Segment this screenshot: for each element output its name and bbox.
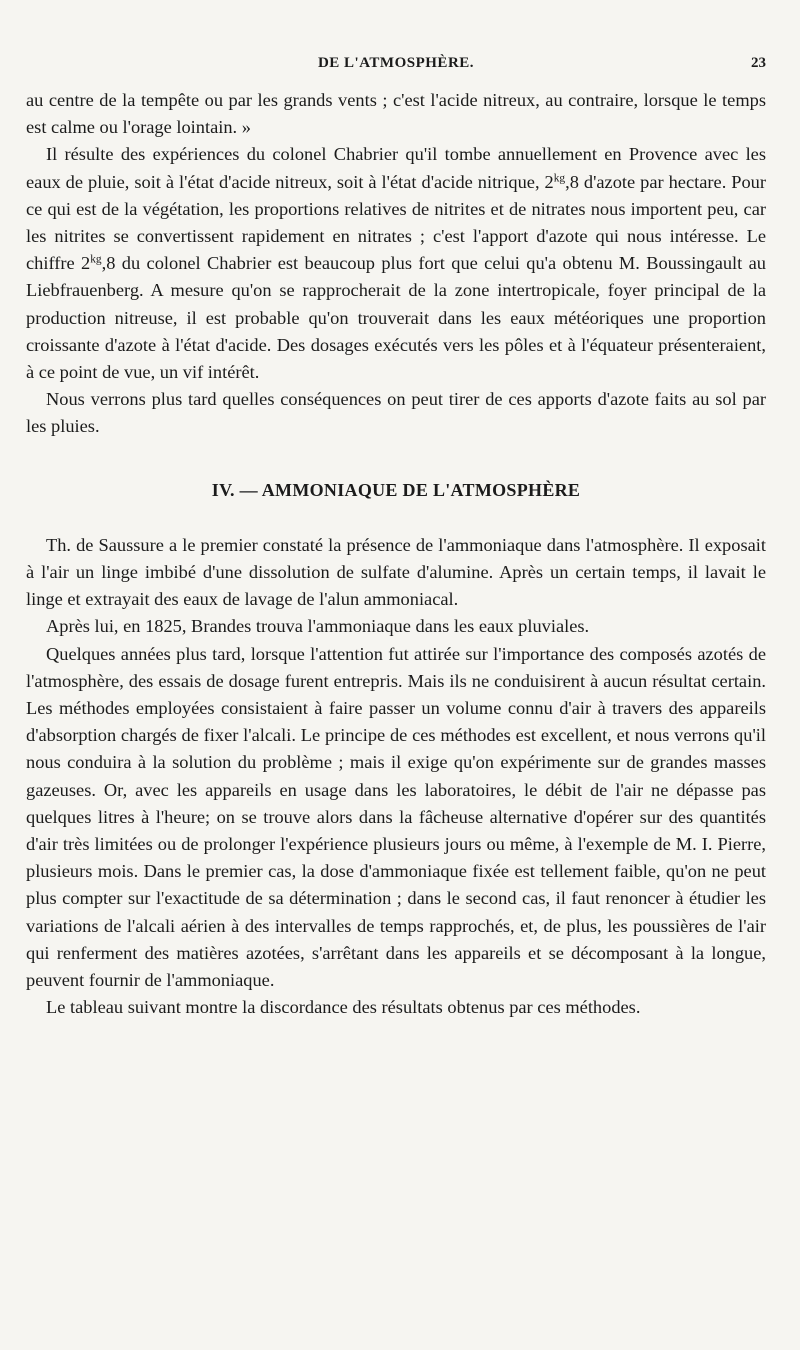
paragraph-tableau: Le tableau suivant montre la discordance des résultats obtenus par ces méthodes. — [46, 997, 641, 1018]
paragraph-text: Il résulte des expériences du colonel Chabrier qu'il tombe annuellement en Provence avec les eaux de pluie, soit à l'état d'acide nitreux, soit à l'état d'acide nitrique, 2 — [26, 144, 766, 192]
running-title: DE L'ATMOSPHÈRE. — [317, 55, 475, 71]
page-body — [26, 87, 766, 1022]
section-heading: IV. — AMMONIAQUE DE L'ATMOSPHÈRE — [211, 479, 581, 500]
paragraph-continued: au centre de la tempête ou par les grands vents ; c'est l'acide nitreux, au contraire, lorsque le temps est calme ou l'orage lointain. » — [26, 90, 766, 138]
paragraph-text: ,8 d'azote par hectare. Pour ce qui est de la végétation, les proportions relatives de nitrites et de nitrates nous importent peu, car les nitrites se convertissent rapidement en nitrates ; c'est l'apport d'azote qui nous intéresse. Le chiffre 2 — [26, 171, 766, 274]
running-header — [26, 55, 766, 77]
paragraph-text: ,8 du colonel Chabrier est beaucoup plus fort que celui qu'a obtenu M. Boussingault au Liebfrauenberg. A mesure qu'on se rapprocherait de la zone intertropicale, foyer principal de la production nitreuse, il est probable qu'on trouverait dans les eaux météoriques une proportion croissante d'azote à l'état d'acide. Des dosages exécutés vers les pôles et à l'équateur présenteraient, à ce point de vue, un vif intérêt. — [26, 253, 766, 383]
page-number: 23 — [751, 55, 766, 71]
paragraph-methods: Quelques années plus tard, lorsque l'attention fut attirée sur l'importance des composés azotés de l'atmosphère, des essais de dosage furent entrepris. Mais ils ne conduisirent à aucun résultat certain. Les méthodes employées consistaient à faire passer un volume connu d'air à travers des appareils d'absorption chargés de fixer l'alcali. Le principe de ces méthodes est excellent, et nous verrons qu'il nous conduira à la solution du problème ; mais il exige qu'on expérimente sur de grandes masses gazeuses. Or, avec les appareils en usage dans les laboratoires, le débit de l'air ne dépasse pas quelques litres à l'heure; on se trouve alors dans la fâcheuse alternative d'opérer sur des quantités d'air très limitées ou de prolonger l'expérience plusieurs jours ou même, à l'exemple de M. I. Pierre, plusieurs mois. Dans le premier cas, la dose d'ammoniaque fixée est tellement faible, qu'on ne peut plus compter sur l'exactitude de sa détermination ; dans le second cas, il faut renoncer à étudier les variations de l'alcali aérien à des intervalles de temps rapprochés, et, de plus, les poussières de l'air qui renferment des matières azotées, s'arrêtant dans les appareils et se décomposant à la longue, peuvent fournir de l'ammoniaque. — [26, 643, 766, 991]
paragraph-apports: Nous verrons plus tard quelles conséquences on peut tirer de ces apports d'azote faits au sol par les pluies. — [26, 389, 766, 437]
unit-superscript: kg — [553, 172, 566, 185]
paragraph-saussure: Th. de Saussure a le premier constaté la présence de l'ammoniaque dans l'atmosphère. Il exposait à l'air un linge imbibé d'une dissolution de sulfate d'alumine. Après un certain temps, il lavait le linge et extrayait des eaux de lavage de l'alun ammoniacal. — [26, 534, 766, 610]
paragraph-chabrier — [26, 141, 766, 386]
unit-superscript: kg — [90, 253, 102, 266]
paragraph-brandes: Après lui, en 1825, Brandes trouva l'ammoniaque dans les eaux pluviales. — [46, 616, 590, 637]
